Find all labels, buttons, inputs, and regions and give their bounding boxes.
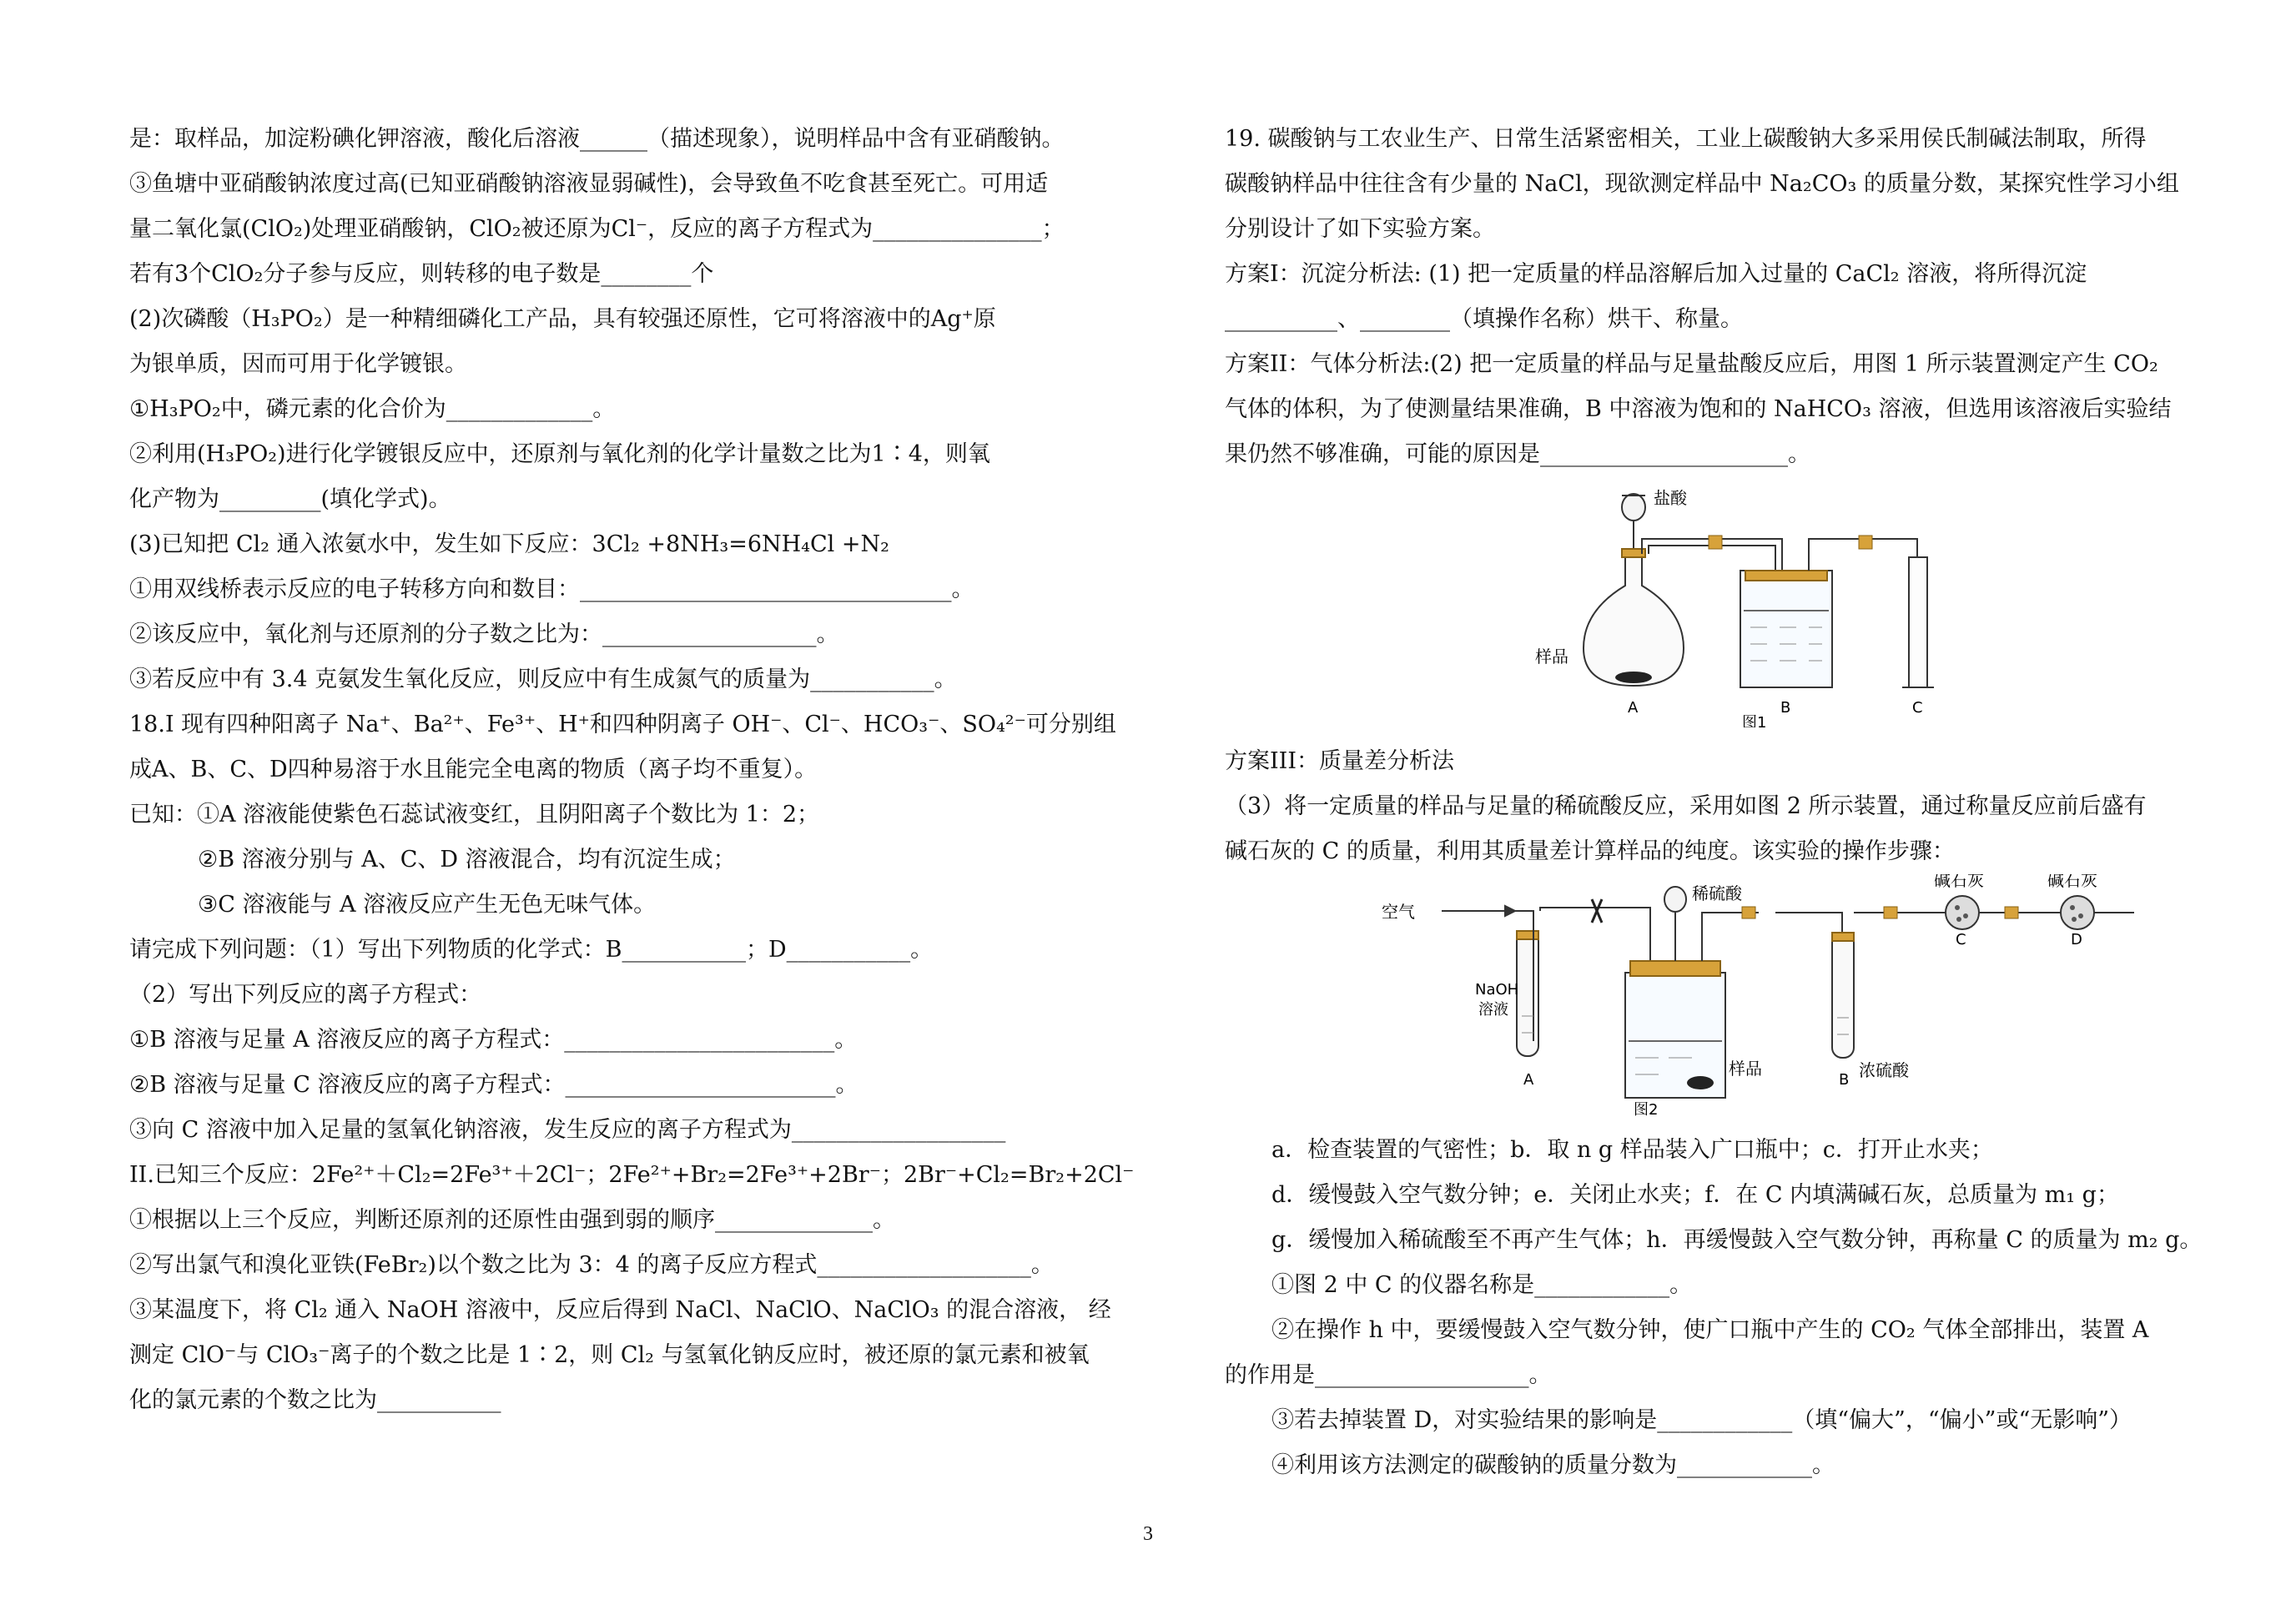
- right-column: [1225, 117, 2201, 1488]
- left-column: [129, 117, 1135, 1423]
- fig2-air-label: 空气: [1382, 902, 1415, 922]
- text-line: ②B 溶液与足量 C 溶液反应的离子方程式：________________________。: [129, 1072, 858, 1098]
- text-line: 分别设计了如下实验方案。: [1225, 216, 1495, 242]
- text-line: (2)次磷酸（H₃PO₂）是一种精细磷化工产品，具有较强还原性，它可将溶液中的Ag⁺原: [129, 306, 996, 332]
- text-line: ②利用(H₃PO₂)进行化学镀银反应中，还原剂与氧化剂的化学计量数之比为1∶4，则氧: [129, 441, 990, 467]
- text-line: 若有3个ClO₂分子参与反应，则转移的电子数是________个: [129, 261, 714, 287]
- text-line: ③向 C 溶液中加入足量的氢氧化钠溶液，发生反应的离子方程式为___________________: [129, 1117, 1006, 1143]
- fig1-caption: 图1: [1742, 714, 1767, 727]
- fig1-label-b: B: [1780, 699, 1791, 717]
- text-line: （3）将一定质量的样品与足量的稀硫酸反应，采用如图 2 所示装置，通过称量反应前后盛有: [1225, 793, 2147, 819]
- text-line: ③若反应中有 3.4 克氨发生氧化反应，则反应中有生成氮气的质量为___________。: [129, 667, 957, 692]
- text-line: ③若去掉装置 D，对实验结果的影响是____________（填“偏大”，“偏小”或“无影响”）: [1271, 1407, 2132, 1433]
- fig2-lime-c-label: 碱石灰: [1934, 874, 1984, 890]
- fig2-sample-label: 样品: [1729, 1059, 1762, 1079]
- text-line: ①根据以上三个反应，判断还原剂的还原性由强到弱的顺序______________。: [129, 1207, 895, 1233]
- figure-1: [1225, 477, 2201, 727]
- text-line: ③C 溶液能与 A 溶液反应产生无色无味气体。: [198, 892, 657, 918]
- text-line: ①B 溶液与足量 A 溶液反应的离子方程式：________________________。: [129, 1027, 858, 1053]
- text-line: 成A、B、C、D四种易溶于水且能完全电离的物质（离子均不重复）。: [129, 757, 818, 782]
- fig2-solution-label: 溶液: [1478, 1001, 1508, 1019]
- text-line: ②B 溶液分别与 A、C、D 溶液混合，均有沉淀生成；: [198, 847, 736, 873]
- text-line: d．缓慢鼓入空气数分钟；e．关闭止水夹；f．在 C 内填满碱石灰，总质量为 m₁ g；: [1271, 1182, 2119, 1208]
- fig1-acid-label: 盐酸: [1654, 488, 1687, 508]
- text-line: ③鱼塘中亚硝酸钠浓度过高(已知亚硝酸钠溶液显弱碱性)，会导致鱼不吃食甚至死亡。可用适: [129, 171, 1049, 197]
- text-line: 碱石灰的 C 的质量，利用其质量差计算样品的纯度。该实验的操作步骤：: [1225, 838, 1955, 864]
- text-line: 气体的体积，为了使测量结果准确，B 中溶液为饱和的 NaHCO₃ 溶液，但选用该溶液后实验结: [1225, 396, 2172, 422]
- fig1-sample-label: 样品: [1535, 646, 1568, 667]
- fig2-acid-label: 稀硫酸: [1692, 883, 1742, 903]
- text-line: ③某温度下，将 Cl₂ 通入 NaOH 溶液中，反应后得到 NaCl、NaClO、NaClO₃ 的混合溶液， 经: [129, 1297, 1111, 1323]
- text-line: ④利用该方法测定的碳酸钠的质量分数为____________。: [1271, 1452, 1835, 1478]
- text-line: ①H₃PO₂中，磷元素的化合价为_____________。: [129, 396, 616, 422]
- text-line: 的作用是___________________。: [1225, 1362, 1552, 1388]
- text-line: __________、________（填操作名称）烘干、称量。: [1225, 306, 1743, 332]
- fig2-caption: 图2: [1634, 1101, 1659, 1118]
- text-line: 19. 碳酸钠与工农业生产、日常生活紧密相关，工业上碳酸钠大多采用侯氏制碱法制取，所得: [1225, 126, 2147, 152]
- text-line: 为银单质，因而可用于化学镀银。: [129, 351, 467, 377]
- figure-1-diagram: [1225, 477, 2201, 727]
- text-line: （2）写出下列反应的离子方程式：: [129, 982, 482, 1008]
- fig2-label-d: D: [2071, 931, 2082, 948]
- text-line: 方案II：气体分析法:(2) 把一定质量的样品与足量盐酸反应后，用图 1 所示装置测定产生 CO₂: [1225, 351, 2158, 377]
- text-line: 化产物为_________(填化学式)。: [129, 486, 451, 512]
- text-line: ①图 2 中 C 的仪器名称是____________。: [1271, 1272, 1693, 1298]
- text-line: 化的氯元素的个数之比为___________: [129, 1387, 501, 1413]
- text-line: 方案I：沉淀分析法: (1) 把一定质量的样品溶解后加入过量的 CaCl₂ 溶液，将所得沉淀: [1225, 261, 2087, 287]
- text-line: ②该反应中，氧化剂与还原剂的分子数之比为：___________________。: [129, 621, 839, 647]
- text-line: 果仍然不够准确，可能的原因是______________________。: [1225, 441, 1810, 467]
- fig1-label-a: A: [1628, 699, 1639, 717]
- text-line: 测定 ClO⁻与 ClO₃⁻离子的个数之比是 1∶2，则 Cl₂ 与氢氧化钠反应时，被还原的氯元素和被氧: [129, 1342, 1090, 1368]
- fig1-label-c: C: [1912, 699, 1923, 717]
- text-line: II.已知三个反应：2Fe²⁺＋Cl₂=2Fe³⁺＋2Cl⁻；2Fe²⁺+Br₂=2Fe³⁺+2Br⁻；2Br⁻+Cl₂=Br₂+2Cl⁻: [129, 1162, 1135, 1188]
- text-line: 碳酸钠样品中往往含有少量的 NaCl，现欲测定样品中 Na₂CO₃ 的质量分数，某探究性学习小组: [1225, 171, 2179, 197]
- text-line: 量二氧化氯(ClO₂)处理亚硝酸钠，ClO₂被还原为Cl⁻，反应的离子方程式为_______________；: [129, 216, 1065, 242]
- text-line: ①用双线桥表示反应的电子转移方向和数目：_________________________________。: [129, 576, 974, 602]
- fig2-h2so4-label: 浓硫酸: [1859, 1060, 1909, 1080]
- fig2-label-c: C: [1956, 931, 1966, 948]
- text-line: 18.I 现有四种阳离子 Na⁺、Ba²⁺、Fe³⁺、H⁺和四种阴离子 OH⁻、Cl⁻、HCO₃⁻、SO₄²⁻可分别组: [129, 712, 1116, 737]
- page-number: 3: [1143, 1523, 1153, 1545]
- fig2-naoh-label: NaOH: [1475, 981, 1519, 999]
- fig2-label-b: B: [1839, 1071, 1850, 1089]
- text-line: a．检查装置的气密性；b．取 n g 样品装入广口瓶中；c．打开止水夹；: [1271, 1137, 1993, 1163]
- figure-2-diagram: [1225, 874, 2201, 1118]
- fig2-label-a: A: [1523, 1071, 1534, 1089]
- text-line: 请完成下列问题：（1）写出下列物质的化学式：B___________；D___________。: [129, 937, 934, 963]
- text-line: 是：取样品，加淀粉碘化钾溶液，酸化后溶液______（描述现象），说明样品中含有亚硝酸钠。: [129, 126, 1065, 152]
- text-line: ②在操作 h 中，要缓慢鼓入空气数分钟，使广口瓶中产生的 CO₂ 气体全部排出，装置 A: [1271, 1317, 2149, 1343]
- text-line: 已知：①A 溶液能使紫色石蕊试液变红，且阴阳离子个数比为 1：2；: [129, 802, 820, 828]
- fig2-lime-d-label: 碱石灰: [2047, 874, 2097, 890]
- text-line: g．缓慢加入稀硫酸至不再产生气体；h．再缓慢鼓入空气数分钟，再称量 C 的质量为 m₂ g。: [1271, 1227, 2203, 1253]
- figure-2: [1225, 874, 2201, 1118]
- text-line: ②写出氯气和溴化亚铁(FeBr₂)以个数之比为 3：4 的离子反应方程式___________________。: [129, 1252, 1054, 1278]
- text-line: (3)已知把 Cl₂ 通入浓氨水中，发生如下反应：3Cl₂ +8NH₃=6NH₄Cl +N₂: [129, 531, 889, 557]
- text-line: 方案III：质量差分析法: [1225, 748, 1454, 774]
